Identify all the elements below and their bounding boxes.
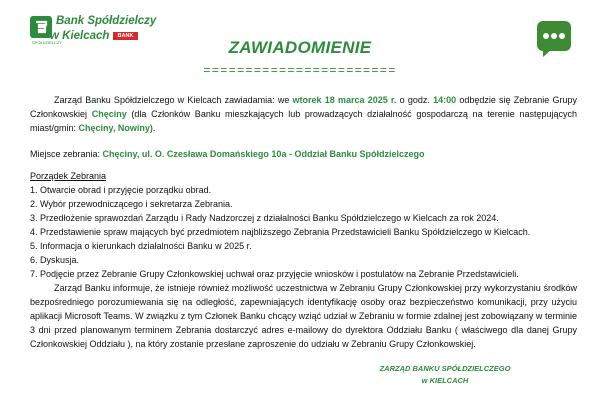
meeting-place-value: Chęciny, ul. O. Czesława Domańskiego 10a - Oddział Banku Spółdzielczego [102,149,425,159]
agenda [30,169,577,281]
meeting-time: 14:00 [433,95,457,105]
agenda-item: 5. Informacja o kierunkach działalności Banku w 2025 r. [30,241,252,251]
agenda-item: 6. Dyskusja. [30,255,80,265]
title-underline: ======================= [203,64,397,78]
page-title: ZAWIADOMIENIE [228,38,372,57]
meeting-place: Miejsce zebrania: Chęciny, ul. O. Czesława Domańskiego 10a - Oddział Banku Spółdzielczego [30,149,425,159]
agenda-title: Porządek Zebrania [30,171,107,181]
agenda-item: 4. Przedstawienie spraw mających być przedmiotem najbliższego Zebrania Przedstawicieli Banku Spółdzielczego w Kielcach. [30,227,531,237]
logo-badge: BANK [113,32,138,40]
logo-city: w Kielcach [50,30,110,42]
meeting-date: wtorek 18 marca 2025 r. [292,95,397,105]
agenda-item: 1. Otwarcie obrad i przyjęcie porządku obrad. [30,185,212,195]
signature-line2: w KIELCACH [421,376,469,385]
bank-logo-icon [30,16,52,38]
agenda-item: 3. Przedłożenie sprawozdań Zarządu i Rady Nadzorczej z działalności Banku Spółdzielczego w Kielcach za rok 2024. [30,213,499,223]
logo-subtitle: SPÓŁDZIELCZY [32,40,63,45]
member-group: Chęciny [91,109,127,119]
remote-participation-info: Zarząd Banku informuje, że istnieje również możliwość uczestnictwa w Zebraniu Grupy Członkowskiej przy wykorzystaniu środków bezpośredniego porozumiewania się na odległość, zapewniających identyfikację osoby oraz bezpieczeństwo komunikacji, przy użyciu aplikacji Microsoft Teams. W związku z tym Członek Banku chcący wziąć udział w Zebraniu w formie zdalnej jest zobowiązany w terminie 3 dni przed planowanym terminem Zebrania dostarczyć adres e-mailowy do dyrektora Oddziału Banku ( właściwego dla danej Grupy Członkowskiej Oddziału ), na który zostanie przesłane zaproszenie do udziału w Zebraniu Grupy Członkowskiej. [30,283,577,349]
agenda-item: 7. Podjęcie przez Zebranie Grupy Członkowskiej uchwał oraz przyjęcie wniosków i postulatów na Zebranie Przedstawicieli. [30,269,519,279]
signature-line1: ZARZĄD BANKU SPÓŁDZIELCZEGO [379,364,511,373]
member-places: Chęciny, Nowiny [78,123,150,133]
intro-paragraph: Zarząd Banku Spółdzielczego w Kielcach zawiadamia: we wtorek 18 marca 2025 r. o godz. 14:00 odbędzie się Zebranie Grupy Członkowskiej Chęciny (dla Członków Banku mieszkających lub prowadzących działalność gospodarczą na terenie następujących miast/gmin: Chęciny, Nowiny). [30,95,577,133]
agenda-item: 2. Wybór przewodniczącego i sekretarza Zebrania. [30,199,233,209]
logo-name: Bank Spółdzielczy [56,15,157,27]
